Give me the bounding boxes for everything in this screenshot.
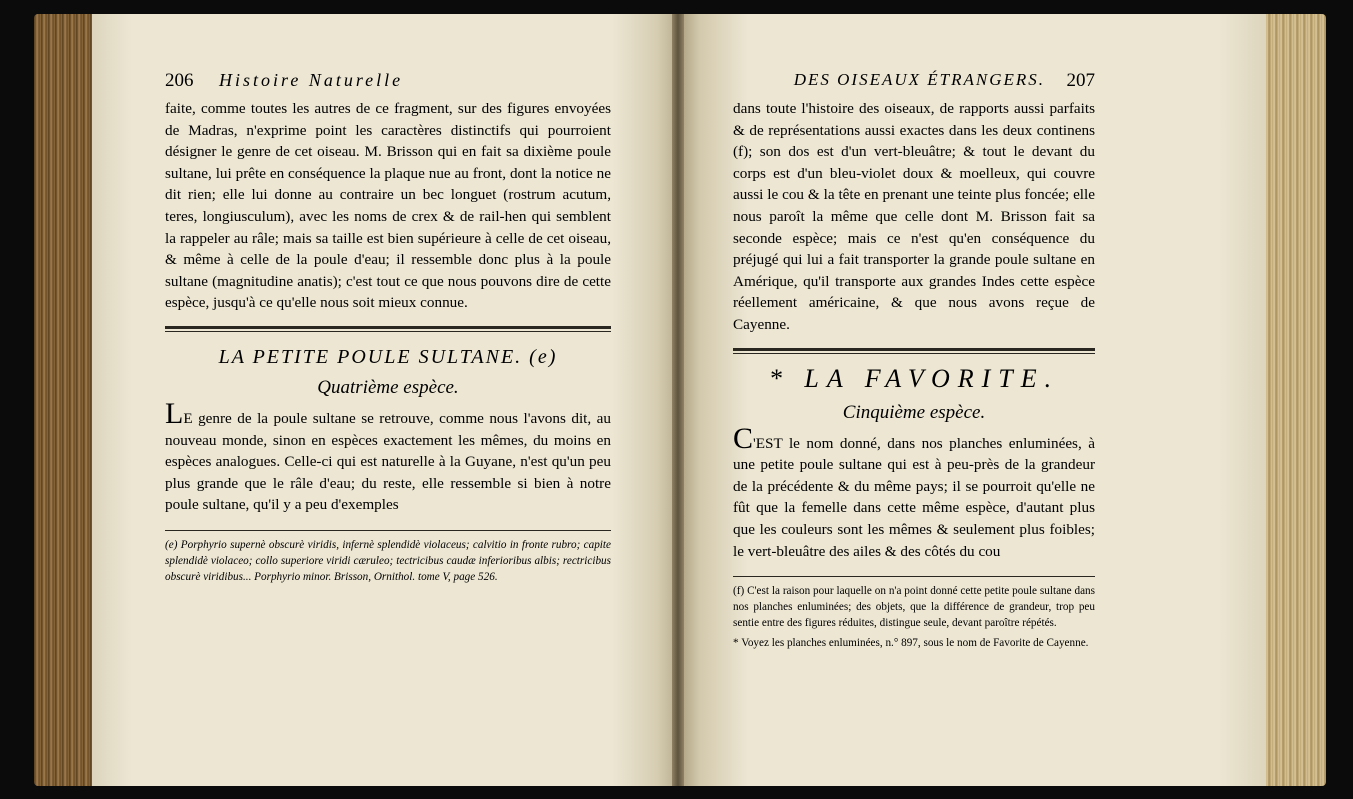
book-right-edge bbox=[1264, 14, 1326, 786]
right-page-number: 207 bbox=[1066, 70, 1095, 91]
book-gutter bbox=[672, 14, 684, 786]
right-paragraph: dans toute l'histoire des oiseaux, de rapports aussi parfaits & de représentations aussi exactes dans les deux continens (f); son dos est d'un vert-bleuâtre; & tout le devant du corps est d'un bleu-violet doux & moelleux, qui couvre aussi le cou & la tête en prenant une teinte plus foncée; elle nous paroît la même que celle dont M. Brisson fait sa seconde espèce; mais ce n'est qu'en conséquence du préjugé qui lui a fait transporter la grande poule sultane en Amérique, qu'il transporte aux grandes Indes cette espèce réellement américaine, & que nous avons reçue de Cayenne. bbox=[733, 100, 1095, 333]
right-running-title: DES OISEAUX ÉTRANGERS. bbox=[793, 70, 1045, 89]
right-dropcap: C bbox=[733, 421, 754, 455]
section-rule-thick bbox=[733, 348, 1095, 351]
right-section-body: 'EST le nom donné, dans nos planches enluminées, à une petite poule sultane qui est à peu-près de la grandeur de la précédente & du même pays; il se pourroit qu'elle ne fût que la femelle dans cette même espèce, d'autant plus que les couleurs sont les mêmes & seulement plus foibles; le vert-bleuâtre des ailes & des côtés du cou bbox=[733, 434, 1095, 560]
right-section-subtitle: Cinquième espèce. bbox=[842, 401, 986, 423]
section-rule-thin bbox=[733, 353, 1095, 354]
left-section-subtitle: Quatrième espèce. bbox=[317, 376, 459, 398]
right-section-title: * LA FAVORITE. bbox=[768, 363, 1060, 393]
footnote-rule bbox=[165, 530, 611, 531]
left-paragraph: faite, comme toutes les autres de ce fragment, sur des figures envoyées de Madras, n'exprime point les caractères distinctifs qui pourroient désigner le genre de cet oiseau. M. Brisson qui en fait sa dixième poule sultane, lui prête en conséquence la plaque nue au front, dont la notice ne dit rien; elle lui donne au contraire un bec longuet (rostrum acutum, teres, longiusculum), avec les noms de crex & de rail-hen qui semblent la rappeler au râle; mais sa taille est bien supérieure à celle de cet oiseau, & même à celle de la poule d'eau; il ressemble donc plus à la poule sultane (magnitudine anatis); c'est tout ce que nous pouvons dire de cette espèce, jusqu'à ce qu'elle nous soit mieux connue. bbox=[165, 100, 611, 312]
right-footnote-star: * Voyez les planches enluminées, n.° 897, sous le nom de Favorite de Cayenne. bbox=[733, 637, 1089, 650]
left-dropcap: L bbox=[165, 396, 184, 430]
left-section-body: E genre de la poule sultane se retrouve, comme nous l'avons dit, au nouveau monde, sinon en espèces exactement les mêmes, du moins en espèces analogues. Celle-ci qui est naturelle à la Guyane, n'est qu'un peu plus grande que le râle d'eau; du reste, elle ressemble si bien à notre poule sultane, qu'il y a peu d'exemples bbox=[165, 409, 611, 514]
section-rule-thick bbox=[165, 326, 611, 329]
right-running-head bbox=[733, 68, 1095, 94]
right-section-text bbox=[733, 421, 1095, 563]
book-left-edge bbox=[34, 14, 94, 786]
left-footnote: (e) Porphyrio supernè obscurè viridis, infernè splendidè violaceus; calvitio in fronte rubro; capite splendidè violaceo; collo superiore viridi cæruleo; tectricibus caudæ inferioribus albis; rectricibus obscurè viridibus... Porphyrio minor. Brisson, Ornithol. tome V, page 526. bbox=[165, 538, 611, 583]
right-page-content bbox=[733, 68, 1095, 651]
left-section-title: LA PETITE POULE SULTANE. (e) bbox=[218, 345, 558, 368]
right-footnote-f: (f) C'est la raison pour laquelle on n'a point donné cette petite poule sultane dans nos planches enluminées; des objets, que la différence de grandeur, trop peu sentie entre des figures réduites, distingue seule, devant paroître répétés. bbox=[733, 585, 1095, 630]
left-page-number: 206 bbox=[165, 70, 194, 91]
left-running-title: Histoire Naturelle bbox=[219, 70, 404, 90]
left-page-content bbox=[165, 68, 611, 585]
section-rule-thin bbox=[165, 331, 611, 332]
footnote-rule bbox=[733, 576, 1095, 577]
left-section-text bbox=[165, 396, 611, 516]
left-running-head bbox=[165, 68, 611, 94]
